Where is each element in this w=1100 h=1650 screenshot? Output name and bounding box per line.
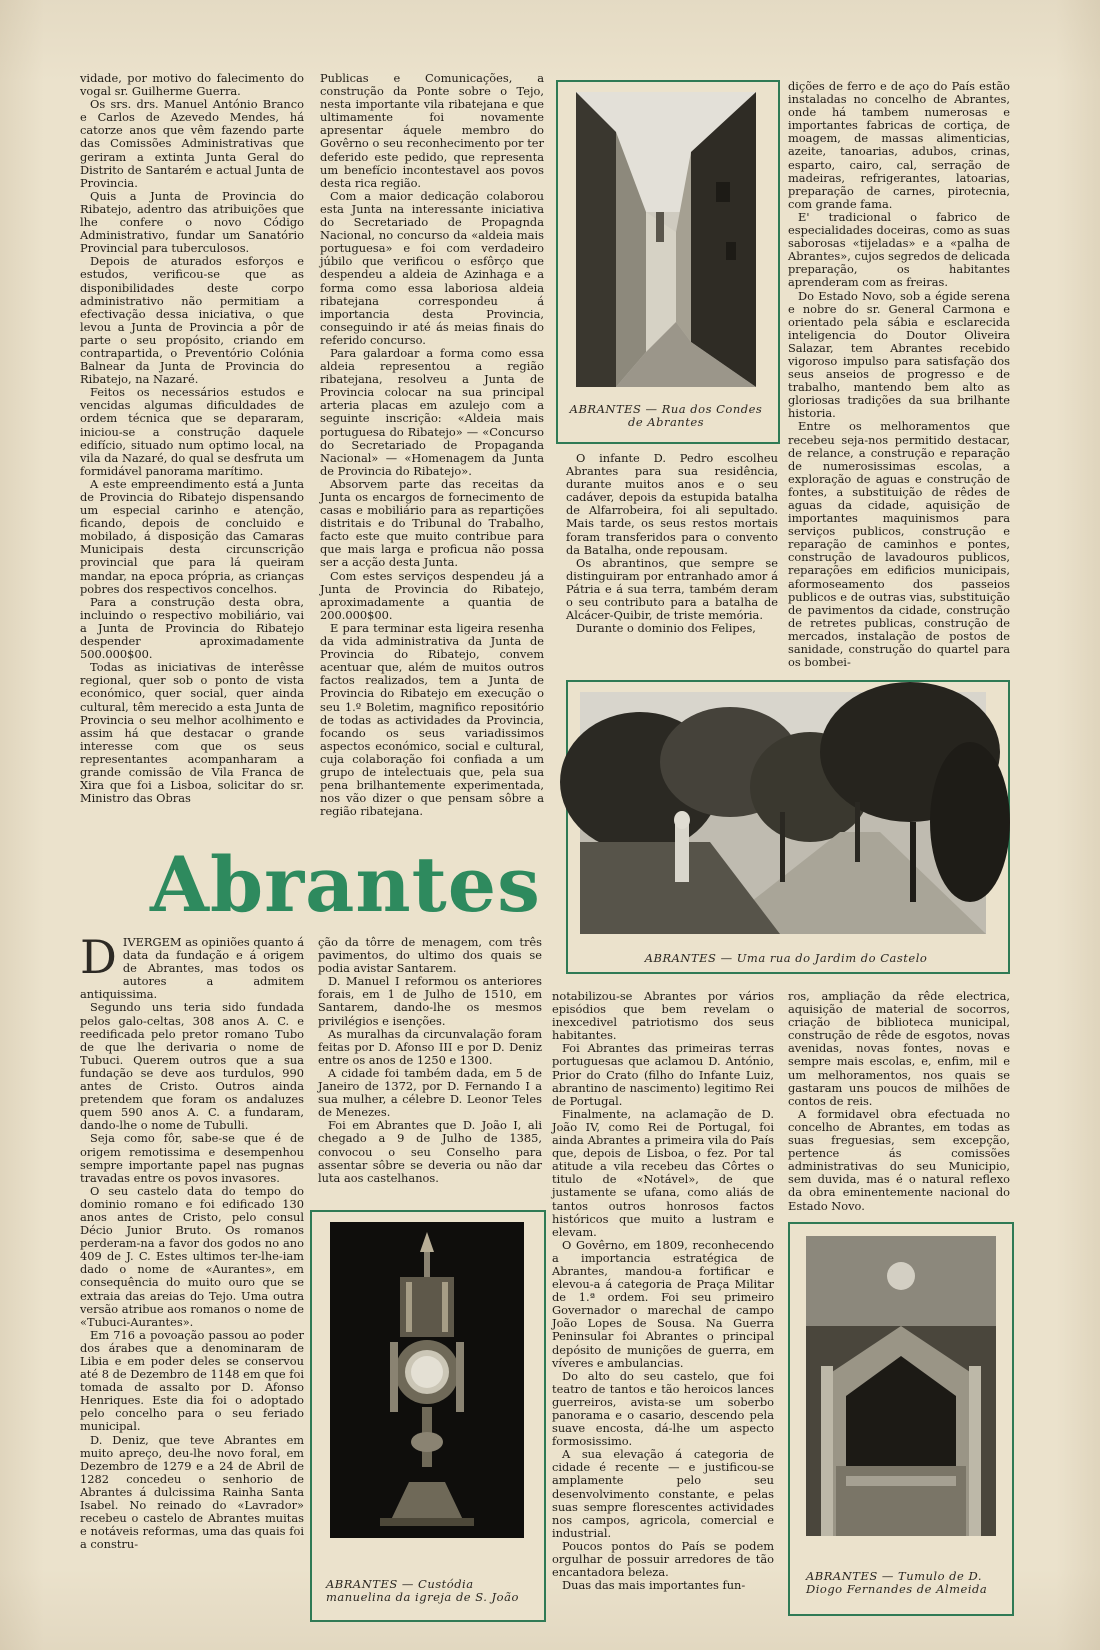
paragraph: Todas as iniciativas de interêsse regional, quer sob o ponto de vista económico, quer social, quer ainda cultural, têm merecido a esta Junta de Provincia o seu melhor acolhimento e assim há que destacar o grande interesse com que os seus representantes acompanharam a grande comissão de Vila Franca de Xira que foi a Lisboa, solicitar do sr. Ministro das Obras (80, 660, 304, 806)
paragraph: Durante o dominio dos Felipes, (576, 621, 756, 636)
paragraph: notabilizou-se Abrantes por vários episódios que bem revelam o inexcedivel patriotismo dos seus habitantes. (552, 989, 774, 1043)
caption-tumulo: ABRANTES — Tumulo de D. Diogo Fernandes de Almeida (806, 1569, 988, 1596)
paragraph: A este empreendimento está a Junta de Provincia do Ribatejo dispensando um especial carinho e atenção, ficando, depois de concluido e mobilado, á disposição das Camaras Municipais desta circunscrição provincial que para lá queiram mandar, na epoca própria, as crianças pobres dos respectivos concelhos. (80, 476, 304, 596)
article-column-4-top (788, 80, 1010, 680)
article-column-3-top (566, 452, 778, 660)
article-title: Abrantes (150, 840, 541, 929)
paragraph: Quis a Junta de Provincia do Ribatejo, adentro das atribuições que lhe confere o novo Código Administrativo, fundar um Sanatório Provincial para tuberculosos. (80, 188, 304, 256)
paragraph: D. Deniz, que teve Abrantes em muito apreço, deu-lhe novo foral, em Dezembro de 1279 e a 24 de Abril de 1282 concedeu o senhorio de Abrantes á dulcissima Rainha Santa Isabel. No reinado do «Lavrador» recebeu o castelo de Abrantes muitas e notáveis reformas, uma das quais foi a constru- (80, 1432, 304, 1552)
paragraph: Seja como fôr, sabe-se que é de origem remotissima e desempenhou sempre importante papel nas pugnas travadas entre os povos invasores. (80, 1131, 304, 1185)
paragraph: vidade, por motivo do falecimento do vogal sr. Guilherme Guerra. (80, 71, 304, 99)
paragraph: Absorvem parte das receitas da Junta os encargos de fornecimento de casas e mobiliário para as repartições distritais e do Tribunal do Trabalho, facto este que muito contribue para que mais larga e proficua não possa ser a acção desta Junta. (320, 476, 544, 570)
paragraph: IVERGEM as opiniões quanto á data da fundação e á origem de Abrantes, mas todos os autores a admitem antiquissima. (80, 935, 304, 1002)
paragraph: Entre os melhoramentos que recebeu seja-nos permitido destacar, de relance, a construção e reparação de numerosissimas escolas, a exploração de aguas e construção de fontes, a substituição de rêdes de aguas da cidade, aquisição de importantes maquinismos para serviços publicos, construção e reparação de caminhos e pontes, construção de lavadouros publicos, reparações em edificios municipais, aformoseamento dos passeios publicos e de outras vias, substituição de pavimentos da cidade, construção de retretes publicas, construção de mercados, instalação de postos de sanidade, construção do quartel para os bombei- (788, 419, 1010, 670)
photo-tumulo (806, 1236, 996, 1536)
paragraph: Foi Abrantes das primeiras terras portuguesas que aclamou D. António, Prior do Crato (filho do Infante Luiz, abrantino de nascimento) legitimo Rei de Portugal. (552, 1041, 774, 1108)
paragraph: Duas das mais importantes fun- (562, 1578, 746, 1593)
article-column-3-bottom (552, 990, 774, 1630)
paragraph: Publicas e Comunicações, a construção da Ponte sobre o Tejo, nesta importante vila ribatejana e que ultimamente foi novamente apresentar áquele membro do Govêrno o seu reconhecimento por ter deferido este pedido, que representa um benefício incontestavel aos povos desta rica região. (320, 71, 544, 190)
paragraph: Poucos pontos do País se podem orgulhar de possuir arredores de tão encantadora beleza. (552, 1538, 774, 1580)
paragraph: O seu castelo data do tempo do dominio romano e foi edificado 130 anos antes de Cristo, pelo consul Décio Junior Bruto. Os romanos perderam-na a favor dos godos no ano 409 de J. C. Estes ultimos ter-lhe-iam dado o nome de «Aurantes», em consequência do muito ouro que se extraia das areias do Tejo. Uma outra versão atribue aos romanos o nome de «Tubuci-Aurantes». (80, 1183, 304, 1329)
photo-jardim-do-castelo (580, 692, 986, 934)
paragraph: A cidade foi também dada, em 5 de Janeiro de 1372, por D. Fernando I a sua mulher, a célebre D. Leonor Teles de Menezes. (318, 1065, 542, 1120)
paragraph: Do alto do seu castelo, que foi teatro de tantos e tão heroicos lances guerreiros, avista-se um soberbo panorama e o casario, descendo pela suave encosta, dá-lhe um aspecto formosissimo. (552, 1368, 774, 1449)
paragraph: Com estes serviços despendeu já a Junta de Provincia do Ribatejo, aproximadamente a quantia de 200.000$00. (320, 568, 544, 622)
paragraph: A sua elevação á categoria de cidade é recente — e justificou-se amplamente pelo seu desenvolvimento constante, e pelas suas sempre florescentes actividades nos campos, agricola, comercial e industrial. (552, 1447, 774, 1540)
paragraph: ros, ampliação da rêde electrica, aquisição de material de socorros, criação de biblioteca municipal, construção de rêde de esgotos, novas avenidas, novas fontes, novas e sempre mais escolas, e, enfim, mil e um melhoramentos, nos quais se gastaram uns poucos de milhões de contos de reis. (788, 989, 1010, 1108)
paragraph: Segundo uns teria sido fundada pelos galo-celtas, 308 anos A. C. e reedificada pelo pretor romano Tubo de que lhe derivaria o nome de Tubuci. Querem outros que a sua fundação se deve aos turdulos, 990 antes de Cristo. Outros ainda pretendem que foram os andaluzes quem 590 anos A. C. a fundaram, dando-lhe o nome de Tubulli. (80, 1000, 304, 1133)
paragraph: Do Estado Novo, sob a égide serena e nobre do sr. General Carmona e orientado pela sábia e esclarecida inteligencia do Doutor Oliveira Salazar, tem Abrantes recebido vigoroso impulso para satisfação dos seus anseios de progresso e de trabalho, mantendo bem alto as gloriosas tradições da sua brilhante historia. (788, 288, 1010, 421)
paragraph: Para a construção desta obra, incluindo o respectivo mobiliário, vai a Junta de Provincia do Ribatejo despender aproximadamente 500.000$00. (80, 594, 304, 662)
paragraph: Foi em Abrantes que D. João I, ali chegado a 9 de Julho de 1385, convocou o seu Conselho para assentar sôbre se deveria ou não dar luta aos castelhanos. (318, 1118, 542, 1185)
paragraph: Com a maior dedicação colaborou esta Junta na interessante iniciativa do Secretariado de Propagnda Nacional, no concurso da «aldeia mais portuguesa» e foi com verdadeiro júbilo que verificou o esfôrço que despendeu a aldeia de Azinhaga e a forma como essa laboriosa aldeia ribatejana correspondeu á importancia desta Provincia, conseguindo ir até ás meias finais do referido concurso. (320, 188, 544, 347)
paragraph: D. Manuel I reformou os anteriores forais, em 1 de Julho de 1510, em Santarem, dando-lhe os mesmos privilégios e isenções. (318, 974, 542, 1028)
article-column-2-bottom (318, 936, 542, 1198)
paragraph: ção da tôrre de menagem, com três pavimentos, do ultimo dos quais se podia avistar Santarem. (318, 935, 542, 976)
paragraph: Os abrantinos, que sempre se distinguiram por entranhado amor á Pátria e á sua terra, também deram o seu contributo para a batalha de Alcácer-Quibir, de triste memória. (566, 555, 778, 623)
paragraph: Depois de aturados esforços e estudos, verificou-se que as disponibilidades deste corpo administrativo não permitiam a efectivação dessa iniciativa, o que levou a Junta de Provincia a pôr de parte o seu propósito, criando em contrapartida, o Preventório Colónia Balnear da Junta de Provincia do Ribatejo, na Nazaré. (80, 254, 304, 387)
paragraph: Para galardoar a forma como essa aldeia representou a região ribatejana, resolveu a Junta de Provincia colocar na sua principal arteria placas em azulejo com a seguinte inscrição: «Aldeia mais portuguesa do Ribatejo» — «Concurso do Secretariado de Propaganda Nacional» — «Homenagem da Junta de Provincia do Ribatejo». (320, 345, 544, 478)
paragraph: O infante D. Pedro escolheu Abrantes para sua residência, durante muitos anos e o seu cadáver, depois da estupida batalha de Alfarrobeira, foi ali sepultado. Mais tarde, os seus restos mortais foram transferidos para o convento da Batalha, onde repousam. (566, 451, 778, 557)
paragraph: As muralhas da circunvalação foram feitas por D. Afonso III e por D. Deniz entre os anos de 1250 e 1300. (318, 1026, 542, 1067)
caption-rua-condes: ABRANTES — Rua dos Condes de Abrantes (569, 402, 763, 429)
photo-rua-dos-condes (576, 92, 756, 387)
photo-custodia (330, 1222, 524, 1538)
paragraph: dições de ferro e de aço do País estão instaladas no concelho de Abrantes, onde há tambem numerosas e importantes fabricas de cortiça, de moagem, de massas alimenticias, azeite, tanoarias, adubos, crinas, esparto, cairo, cal, serração de madeiras, refrigerantes, latoarias, preparação de carnes, pirotecnia, com grande fama. (788, 79, 1010, 211)
article-column-1-top (80, 72, 304, 838)
article-column-4-bottom (788, 989, 1010, 1213)
article-column-1-bottom (80, 930, 305, 1626)
paragraph: Finalmente, na aclamação de D. João IV, como Rei de Portugal, foi ainda Abrantes a primeira vila do País que, depois de Lisboa, o fez. Por tal atitude a vila recebeu das Côrtes o titulo de «Notável», de que justamente se ufana, como aliás de tantos outros honrosos factos históricos que muito a lustram e elevam. (552, 1106, 774, 1239)
paragraph: Feitos os necessários estudos e vencidas algumas dificuldades de ordem técnica que se depararam, iniciou-se a construção daquele edifício, situado num optimo local, na vila da Nazaré, do qual se desfruta um formidável panorama marítimo. (80, 385, 304, 478)
drop-cap: D (80, 930, 117, 984)
paragraph: Os srs. drs. Manuel António Branco e Carlos de Azevedo Mendes, há catorze anos que vêm fazendo parte das Comissões Administrativas que geriram a extinta Junta Geral do Distrito de Santarém e actual Junta de Provincia. (80, 97, 304, 190)
paragraph: A formidavel obra efectuada no concelho de Abrantes, em todas as suas freguesias, sem excepção, pertence ás comissões administrativas do seu Municipio, sem duvida, mas é o natural reflexo da obra eminentemente nacional do Estado Novo. (788, 1106, 1010, 1213)
paragraph: E para terminar esta ligeira resenha da vida administrativa da Junta de Provincia do Ribatejo, convem acentuar que, além de muitos outros factos realizados, tem a Junta de Provincia do Ribatejo em execução o seu 1.º Boletim, magnifico repositório de todas as actividades da Provincia, focando os seus variadissimos aspectos económico, social e cultural, cuja colaboração foi confiada a um grupo de intelectuais que, pela sua pena brilhantemente experimentada, nos vão dizer o que pensam sôbre a região ribatejana. (320, 620, 544, 819)
paragraph: Em 716 a povoação passou ao poder dos árabes que a denominaram de Libia e em poder deles se conservou até 8 de Dezembro de 1148 em que foi tomada de assalto por D. Afonso Henriques. Este dia foi o adoptado pelo concelho para o seu feriado municipal. (80, 1327, 305, 1434)
paragraph: O Govêrno, em 1809, reconhecendo a importancia estratégica de Abrantes, mandou-a fortificar e elevou-a á categoria de Praça Militar de 1.ª ordem. Foi seu primeiro Governador o marechal de campo João Lopes de Sousa. Na Guerra Peninsular foi Abrantes o principal depósito de munições de guerra, em víveres e ambulancias. (552, 1237, 774, 1370)
caption-jardim: ABRANTES — Uma rua do Jardim do Castelo (644, 951, 928, 965)
paragraph: E' tradicional o fabrico de especialidades doceiras, como as suas saborosas «tijeladas» e a «palha de Abrantes», cujos segredos de delicada preparação, os habitantes aprenderam com as freiras. (788, 209, 1010, 290)
caption-custodia: ABRANTES — Custódia manuelina da igreja de S. João (326, 1577, 519, 1604)
article-column-2-top (320, 72, 544, 838)
